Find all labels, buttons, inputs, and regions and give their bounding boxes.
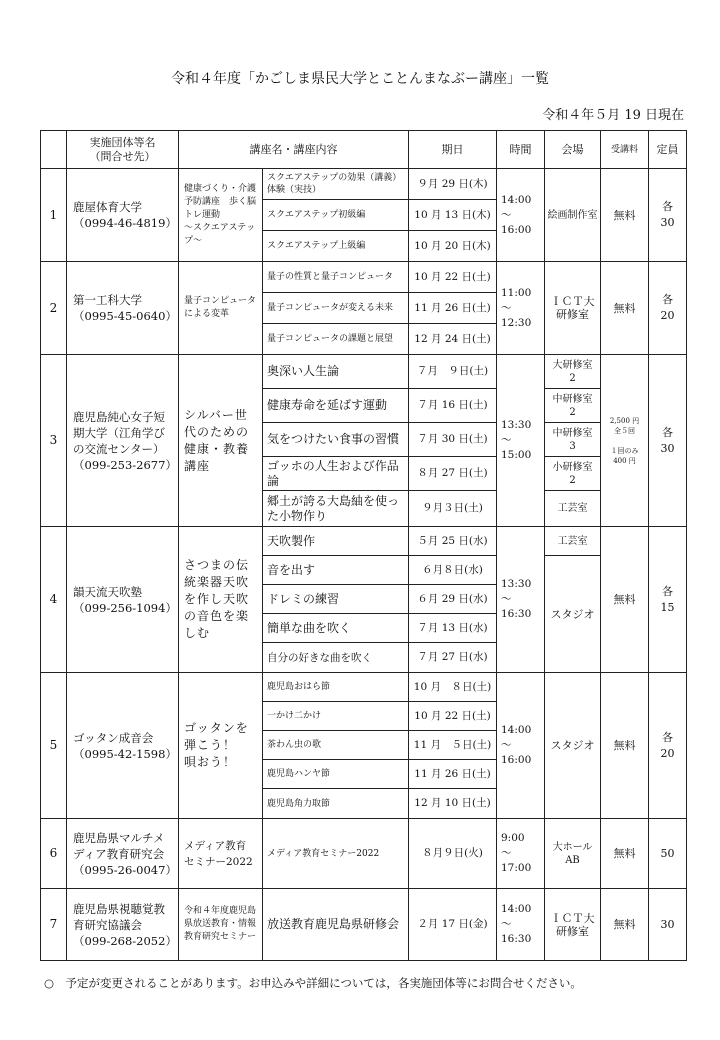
- row-number: 2: [41, 262, 67, 355]
- header-no: [41, 131, 67, 169]
- session-title: 奥深い人生論: [263, 355, 409, 389]
- row-number: 6: [41, 819, 67, 889]
- course-name: さつまの伝統楽器天吹を作し天吹の音色を楽しむ: [179, 527, 263, 673]
- session-date: ２月 17 日(金): [409, 889, 497, 961]
- session-date: ７月 30 日(土): [409, 423, 497, 457]
- session-date: 10 月 22 日(土): [409, 702, 497, 731]
- venue: 中研修室 2: [545, 389, 601, 423]
- organizer: 鹿屋体育大学 （0994-46-4819）: [67, 169, 179, 262]
- fee: 無料: [601, 527, 649, 673]
- session-date: 10 月 13 日(木): [409, 200, 497, 231]
- as-of-date: 令和４年５月 19 日現在: [542, 108, 684, 123]
- course-name: メディア教育 セミナー2022: [179, 819, 263, 889]
- organizer: 韻天流天吹塾 （099-256-1094）: [67, 527, 179, 673]
- session-time: 14:00 ～ 16:00: [497, 673, 545, 819]
- session-date: 10 月 20 日(木): [409, 231, 497, 262]
- fee: 無料: [601, 889, 649, 961]
- session-title: ドレミの練習: [263, 585, 409, 614]
- course-table: [40, 130, 687, 961]
- session-time: 14:00 ～ 16:00: [497, 169, 545, 262]
- venue: 大研修室 2: [545, 355, 601, 389]
- session-title: 気をつけたい食事の習慣: [263, 423, 409, 457]
- course-name: 令和４年度鹿児島県放送教育・情報教育研究セミナー: [179, 889, 263, 961]
- organizer: 鹿児島県視聴覚教育研究協議会 （099-268-2052）: [67, 889, 179, 961]
- session-title: 量子の性質と量子コンピュータ: [263, 262, 409, 293]
- table-row: [41, 169, 687, 200]
- session-time: 13:30 ～ 15:00: [497, 355, 545, 527]
- session-title: ゴッホの人生および作品論: [263, 457, 409, 491]
- venue: スタジオ: [545, 556, 601, 673]
- capacity: 各 30: [649, 169, 687, 262]
- session-title: 音を出す: [263, 556, 409, 585]
- session-date: 12 月 10 日(土): [409, 789, 497, 819]
- capacity: 各 20: [649, 262, 687, 355]
- header-row: [41, 131, 687, 169]
- session-title: 郷土が誇る大島紬を使った小物作り: [263, 491, 409, 527]
- venue: 工芸室: [545, 491, 601, 527]
- organizer: 第一工科大学 （0995-45-0640）: [67, 262, 179, 355]
- session-time: 13:30 ～ 16:30: [497, 527, 545, 673]
- page-title: 令和４年度「かごしま県民大学とことんまなぶー講座」一覧: [171, 71, 549, 87]
- session-date: ５月 25 日(水): [409, 527, 497, 556]
- session-time: 14:00 ～ 16:30: [497, 889, 545, 961]
- course-name: シルバー世代のための健康・教養講座: [179, 355, 263, 527]
- session-title: スクエアステップ上級編: [263, 231, 409, 262]
- row-number: 4: [41, 527, 67, 673]
- session-title: 簡単な曲を吹く: [263, 614, 409, 643]
- header-venue: 会場: [545, 131, 601, 169]
- session-title: スクエアステップの効果（講義）体験（実技）: [263, 169, 409, 200]
- session-date: ６月８日(水): [409, 556, 497, 585]
- course-name: ゴッタンを 弾こう！ 唄おう！: [179, 673, 263, 819]
- row-number: 7: [41, 889, 67, 961]
- header-fee: 受講料: [601, 131, 649, 169]
- fee: 無料: [601, 262, 649, 355]
- session-date: ７月 13 日(水): [409, 614, 497, 643]
- table-row: [41, 819, 687, 889]
- venue: 小研修室 2: [545, 457, 601, 491]
- session-title: 天吹製作: [263, 527, 409, 556]
- course-name: 量子コンピュータ による変革: [179, 262, 263, 355]
- session-date: ７月 27 日(水): [409, 643, 497, 673]
- session-date: 10 月 22 日(土): [409, 262, 497, 293]
- capacity: 各 30: [649, 355, 687, 527]
- session-date: ７月 ９日(土): [409, 355, 497, 389]
- venue: スタジオ: [545, 673, 601, 819]
- session-date: 11 月 26 日(土): [409, 293, 497, 324]
- session-date: 12 月 24 日(土): [409, 324, 497, 355]
- session-title: 茶わん虫の歌: [263, 731, 409, 760]
- course-name: 健康づくり・介護予防講座 歩く脳トレ運動 ～スクエアステップ～: [179, 169, 263, 262]
- organizer: ゴッタン成音会 （0995-42-1598）: [67, 673, 179, 819]
- venue: 工芸室: [545, 527, 601, 556]
- capacity: 30: [649, 889, 687, 961]
- session-title: 一かけ二かけ: [263, 702, 409, 731]
- session-title: 健康寿命を延ばす運動: [263, 389, 409, 423]
- fee: 無料: [601, 673, 649, 819]
- session-title: 量子コンピュータが変える未来: [263, 293, 409, 324]
- table-row: [41, 673, 687, 702]
- organizer: 鹿児島県マルチメディア教育研究会 （0995-26-0047）: [67, 819, 179, 889]
- venue: 大ホールAB: [545, 819, 601, 889]
- session-time: 11:00 ～ 12:30: [497, 262, 545, 355]
- organizer: 鹿児島純心女子短期大学（江角学びの交流センター） （099-253-2677）: [67, 355, 179, 527]
- session-date: ９月３日(土): [409, 491, 497, 527]
- session-date: ８月 27 日(土): [409, 457, 497, 491]
- session-date: ９月 29 日(木): [409, 169, 497, 200]
- table-row: [41, 262, 687, 293]
- venue: 絵画制作室: [545, 169, 601, 262]
- session-date: ６月 29 日(水): [409, 585, 497, 614]
- capacity: 各 15: [649, 527, 687, 673]
- row-number: 3: [41, 355, 67, 527]
- session-date: 10 月 ８日(土): [409, 673, 497, 702]
- session-title: 鹿児島角力取節: [263, 789, 409, 819]
- session-date: 11 月 26 日(土): [409, 760, 497, 789]
- table-row: [41, 889, 687, 961]
- session-title: 鹿児島ハンヤ節: [263, 760, 409, 789]
- capacity: 各 20: [649, 673, 687, 819]
- fee: 無料: [601, 819, 649, 889]
- capacity: 50: [649, 819, 687, 889]
- header-course: 講座名・講座内容: [179, 131, 409, 169]
- header-time: 時間: [497, 131, 545, 169]
- session-title: 自分の好きな曲を吹く: [263, 643, 409, 673]
- session-date: ８月９日(火): [409, 819, 497, 889]
- row-number: 5: [41, 673, 67, 819]
- table-row: [41, 355, 687, 389]
- session-title: 放送教育鹿児島県研修会: [263, 889, 409, 961]
- session-title: 量子コンピュータの課題と展望: [263, 324, 409, 355]
- session-time: 9:00 ～ 17:00: [497, 819, 545, 889]
- fee: 2,500 円 全５回 １回のみ 400 円: [601, 355, 649, 527]
- footnote: ○ 予定が変更されることがあります。お申込みや詳細については，各実施団体等にお問合せください。: [44, 976, 582, 990]
- table-row: [41, 527, 687, 556]
- header-capacity: 定員: [649, 131, 687, 169]
- session-title: スクエアステップ初級編: [263, 200, 409, 231]
- venue: ＩＣＴ大 研修室: [545, 262, 601, 355]
- session-date: 11 月 ５日(土): [409, 731, 497, 760]
- fee: 無料: [601, 169, 649, 262]
- session-date: ７月 16 日(土): [409, 389, 497, 423]
- venue: ＩＣＴ大 研修室: [545, 889, 601, 961]
- header-org: 実施団体等名 （問合せ先）: [67, 131, 179, 169]
- session-title: メディア教育セミナー2022: [263, 819, 409, 889]
- header-date: 期日: [409, 131, 497, 169]
- row-number: 1: [41, 169, 67, 262]
- venue: 中研修室 3: [545, 423, 601, 457]
- session-title: 鹿児島おはら節: [263, 673, 409, 702]
